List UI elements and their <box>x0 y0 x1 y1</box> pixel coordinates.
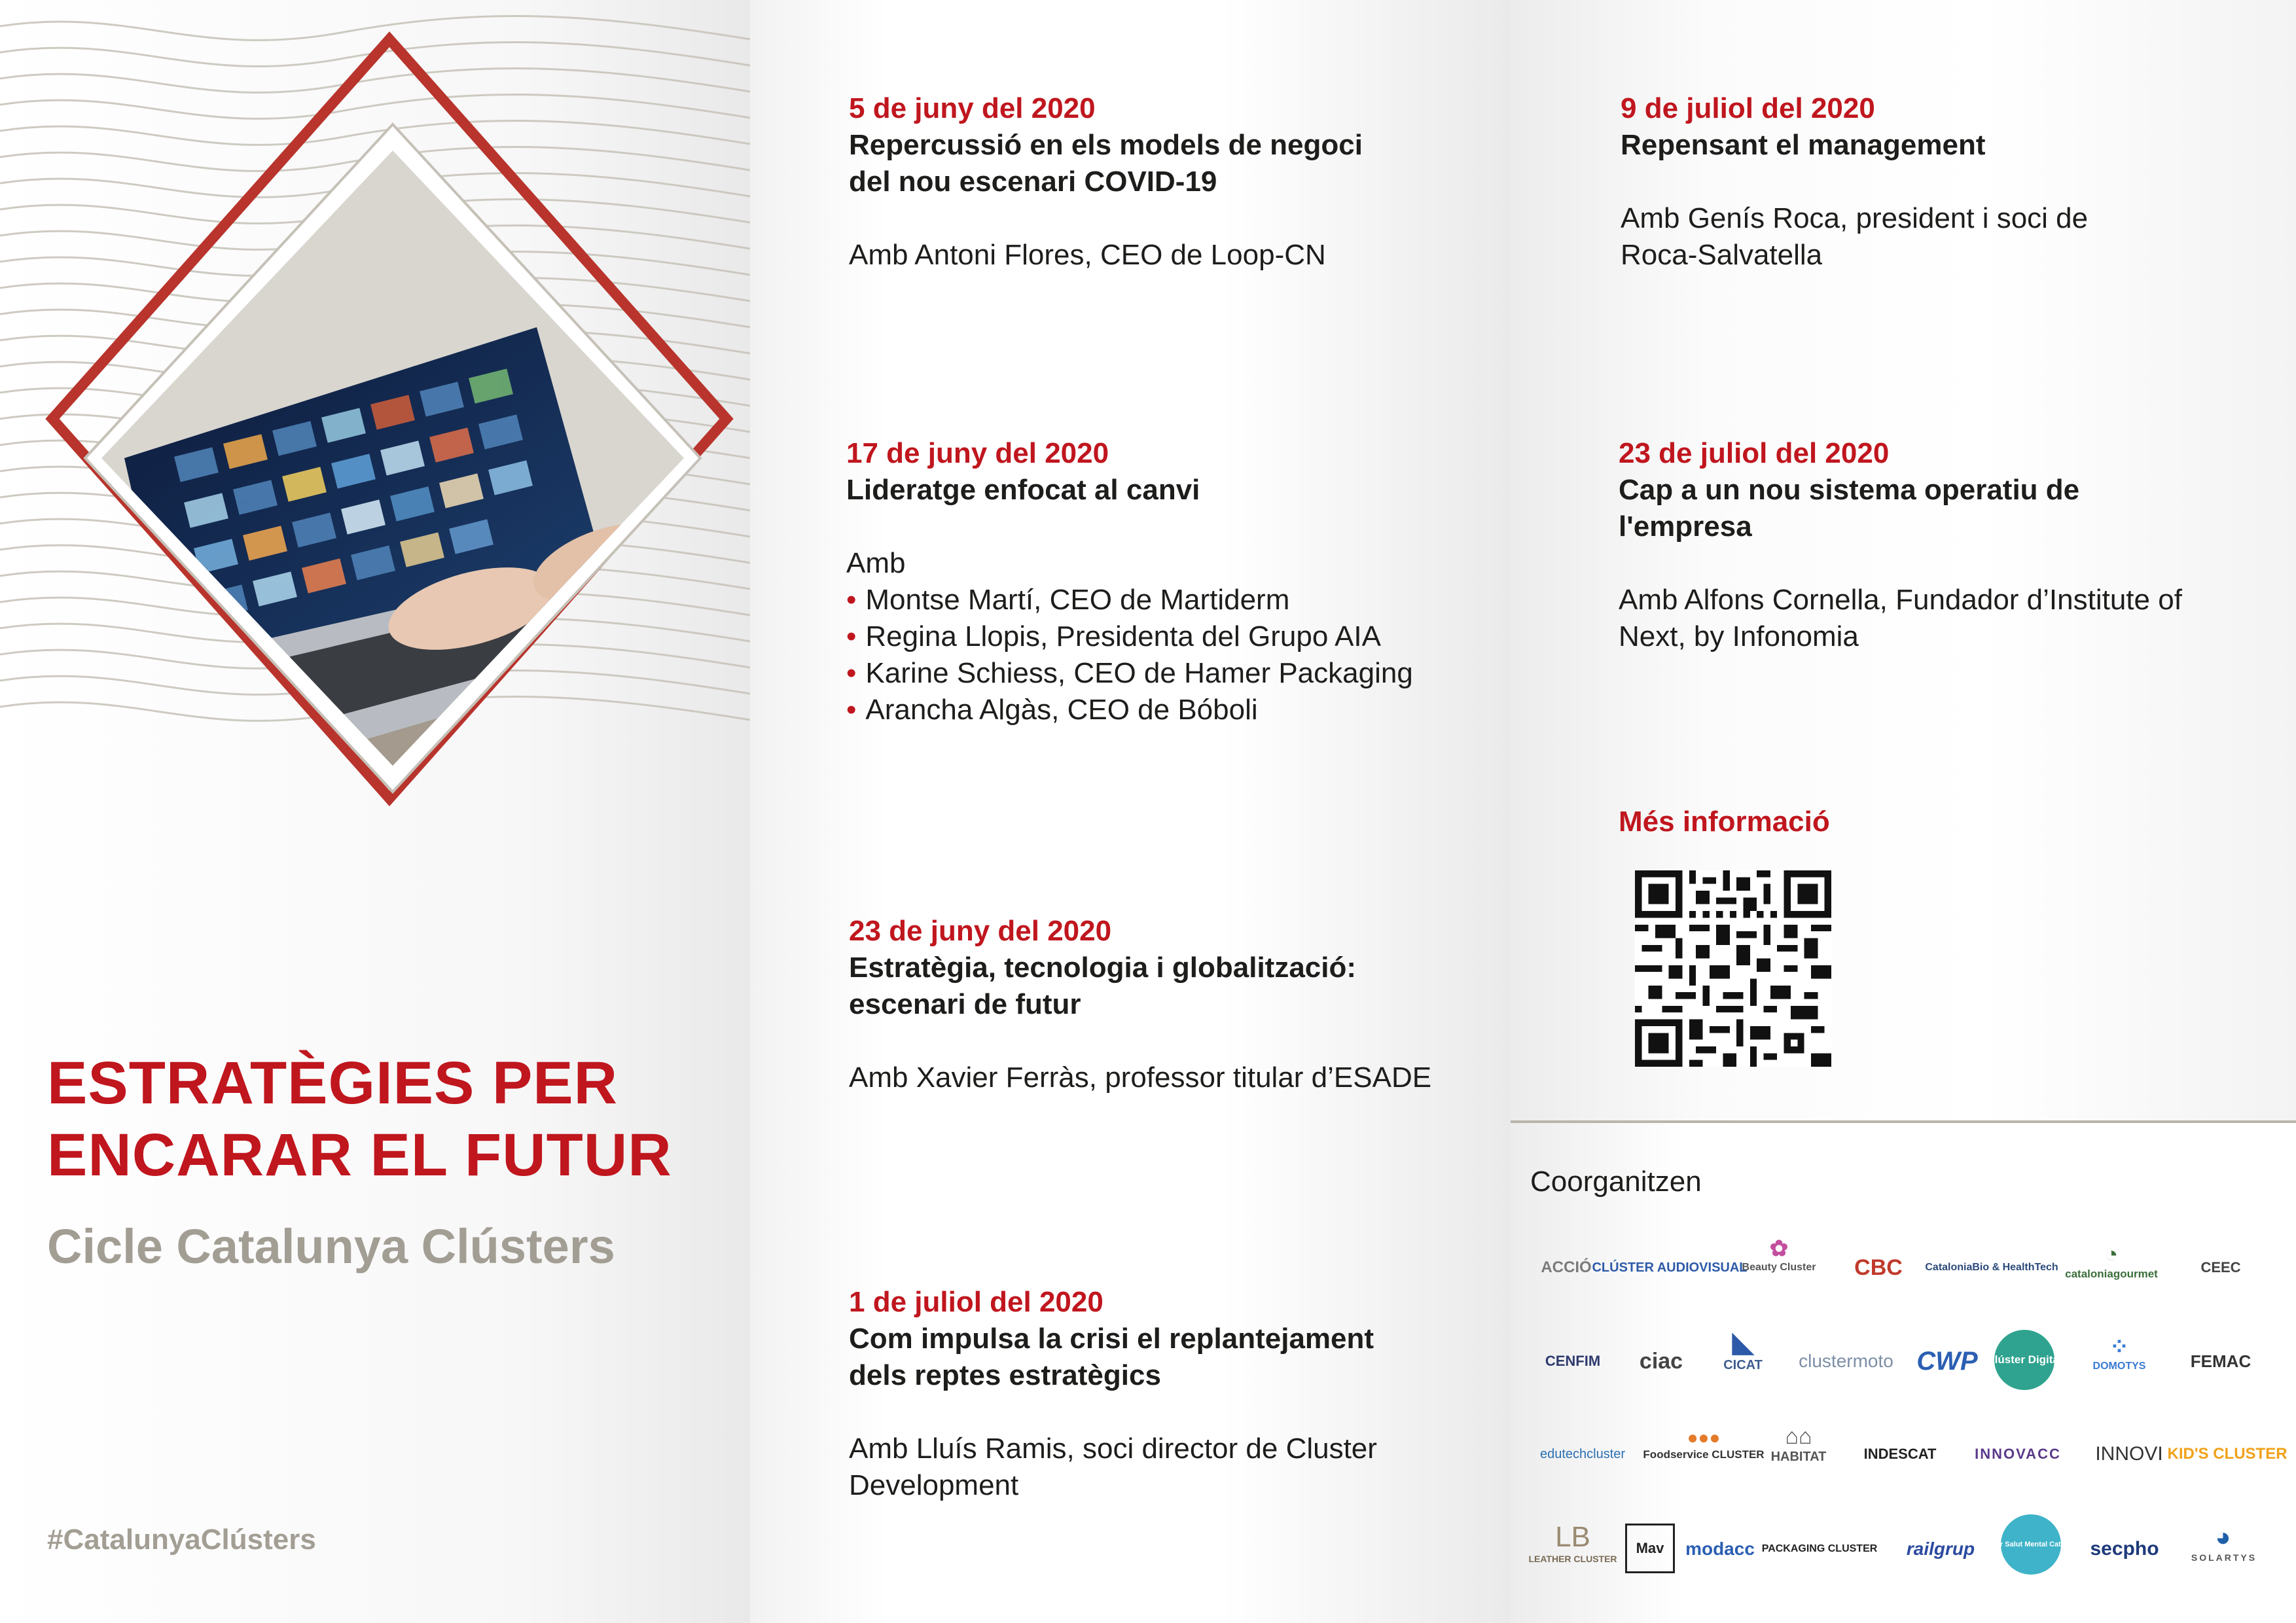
list-item <box>846 582 1413 618</box>
logo-text: CEEC <box>2200 1259 2241 1275</box>
chef-hat-icon: ◔ <box>2104 1241 2119 1267</box>
logo-text: CWP <box>1916 1346 1978 1376</box>
event-4 <box>849 1284 1377 1504</box>
logo-cwp[interactable] <box>1911 1334 1983 1389</box>
logo-ceec[interactable] <box>2178 1240 2263 1295</box>
logo-text: CICAT <box>1723 1358 1763 1372</box>
event-2 <box>846 435 1413 728</box>
event-title-line: dels reptes estratègics <box>849 1359 1161 1391</box>
event-date: 23 de juny del 2020 <box>849 915 1112 947</box>
bullet-icon: • <box>846 694 857 726</box>
event-date: 1 de juliol del 2020 <box>849 1286 1103 1318</box>
event-6 <box>1619 435 2182 655</box>
logo-cluster-audiovisual[interactable] <box>1592 1240 1748 1295</box>
logo-text: modacc <box>1685 1539 1755 1559</box>
speaker-name: Karine Schiess, CEO de Hamer Packaging <box>865 657 1413 689</box>
logo-text: INNOVI <box>2095 1443 2163 1465</box>
speaker-list <box>846 582 1413 728</box>
speaker-name: Arancha Algàs, CEO de Bóboli <box>865 694 1258 726</box>
event-1 <box>849 90 1363 274</box>
logo-secpho[interactable] <box>2079 1522 2170 1577</box>
event-3 <box>849 913 1431 1096</box>
cover-panel <box>0 0 750 1623</box>
list-item <box>846 692 1413 728</box>
bullet-icon: • <box>846 620 857 652</box>
logo-indescat[interactable] <box>1851 1427 1949 1482</box>
logo-mav[interactable] <box>1625 1524 1675 1573</box>
food-dots-icon: ●●● <box>1687 1427 1721 1448</box>
bullet-icon: • <box>846 584 857 616</box>
events-panel-middle <box>750 0 1511 1623</box>
event-title-line: del nou escenari COVID-19 <box>849 166 1217 198</box>
cover-title-line-2: ENCARAR EL FUTUR <box>47 1122 672 1188</box>
list-item <box>846 618 1413 655</box>
logo-text: cataloniagourmet <box>2065 1267 2158 1280</box>
event-title-line: escenari de futur <box>849 988 1081 1020</box>
more-info-label: Més informació <box>1619 806 1830 838</box>
logo-text: INNOVACC <box>1975 1446 2061 1462</box>
logo-cbc[interactable] <box>1846 1240 1911 1295</box>
event-speaker: Next, by Infonomia <box>1619 620 1859 652</box>
logo-text: Clúster Digital <box>1994 1330 2054 1390</box>
flower-icon: ✿ <box>1769 1236 1789 1261</box>
hashtag: #CatalunyaClústers <box>47 1524 316 1556</box>
logo-cataloniabio[interactable] <box>1925 1240 2058 1295</box>
logo-leather-cluster[interactable] <box>1530 1515 1615 1570</box>
cover-subtitle: Cicle Catalunya Clústers <box>47 1219 615 1274</box>
event-speaker: Amb Lluís Ramis, soci director de Cluster <box>849 1433 1377 1465</box>
speaker-name: Montse Martí, CEO de Martiderm <box>865 584 1290 616</box>
logo-text: KID'S CLUSTER <box>2167 1445 2287 1463</box>
logo-text: Beauty Cluster <box>1742 1262 1816 1273</box>
event-speaker: Roca-Salvatella <box>1621 239 1823 271</box>
logo-cicat[interactable] <box>1707 1322 1779 1377</box>
logo-text: clustermoto <box>1799 1351 1893 1371</box>
logo-text: Mav <box>1636 1540 1664 1556</box>
divider <box>1511 1120 2296 1123</box>
event-title-line: Com impulsa la crisi el replantejament <box>849 1323 1374 1355</box>
cover-title <box>47 1047 672 1191</box>
event-speaker-intro: Amb <box>846 547 906 579</box>
events-panel-right <box>1511 0 2296 1623</box>
event-title-line: Lideratge enfocat al canvi <box>846 474 1200 506</box>
event-date: 23 de juliol del 2020 <box>1619 437 1890 469</box>
logo-cataloniagourmet[interactable] <box>2059 1234 2164 1289</box>
event-date: 17 de juny del 2020 <box>846 437 1109 469</box>
logo-innovi[interactable] <box>2083 1427 2175 1482</box>
logo-text: FEMAC <box>2190 1351 2251 1371</box>
event-title-line: Repensant el management <box>1621 129 1986 161</box>
event-speaker: Amb Antoni Flores, CEO de Loop-CN <box>849 239 1326 271</box>
logo-text: secpho <box>2090 1538 2159 1560</box>
logo-edutechcluster[interactable] <box>1530 1427 1635 1482</box>
logo-ciac[interactable] <box>1622 1334 1700 1389</box>
logo-text: PACKAGING CLUSTER <box>1761 1543 1878 1554</box>
logo-habitat[interactable] <box>1759 1417 1838 1472</box>
event-speaker: Amb Alfons Cornella, Fundador d’Institute of <box>1619 584 2182 616</box>
logo-modacc[interactable] <box>1681 1522 1759 1577</box>
cover-title-line-1: ESTRATÈGIES PER <box>47 1050 619 1116</box>
logo-text: Foodservice CLUSTER <box>1643 1448 1765 1461</box>
qr-code-icon[interactable] <box>1635 870 1831 1067</box>
logo-text: LEATHER CLUSTER <box>1528 1554 1617 1564</box>
logo-text: HABITAT <box>1770 1450 1827 1464</box>
event-speaker: Development <box>849 1469 1019 1501</box>
logo-text: CENFIM <box>1545 1353 1601 1369</box>
logo-text: edutechcluster <box>1539 1446 1626 1461</box>
speaker-name: Regina Llopis, Presidenta del Grupo AIA <box>865 620 1382 652</box>
logo-text: INDESCAT <box>1863 1446 1937 1462</box>
logo-clustermoto[interactable] <box>1785 1334 1907 1389</box>
lb-monogram-icon: LB <box>1555 1521 1590 1553</box>
event-speaker: Amb Xavier Ferràs, professor titular d’ESADE <box>849 1061 1432 1094</box>
logo-innovacc[interactable] <box>1962 1427 2073 1482</box>
logo-text: CBC <box>1854 1255 1903 1280</box>
event-title-line: Estratègia, tecnologia i globalització: <box>849 952 1357 984</box>
coorganizers-label: Coorganitzen <box>1530 1166 1702 1198</box>
logo-cluster-salut-mental[interactable] <box>1978 1512 2084 1577</box>
logo-packaging-cluster[interactable] <box>1761 1522 1878 1577</box>
logo-text: railgrup <box>1906 1539 1975 1559</box>
logo-text: CataloniaBio & HealthTech <box>1925 1262 2058 1273</box>
event-5 <box>1621 90 2088 274</box>
logo-text: Clúster Salut Mental Catalunya <box>2001 1514 2061 1575</box>
event-title-line: Repercussió en els models de negoci <box>849 129 1363 161</box>
event-date: 9 de juliol del 2020 <box>1621 92 1875 124</box>
sun-icon: ◕ <box>2215 1522 2233 1552</box>
list-item <box>846 655 1413 692</box>
bullet-icon: • <box>846 657 857 689</box>
logo-text: ciac <box>1639 1348 1683 1374</box>
logo-cluster-digital[interactable] <box>1988 1327 2060 1393</box>
event-title-line: Cap a un nou sistema operatiu de <box>1619 474 2080 506</box>
logo-railgrup[interactable] <box>1898 1522 1983 1577</box>
dots-icon: ⁘ <box>2109 1333 2130 1360</box>
logo-text: DOMOTYS <box>2092 1361 2146 1372</box>
sail-icon: ◣ <box>1732 1327 1754 1357</box>
event-speaker: Amb Genís Roca, president i soci de <box>1621 202 2089 234</box>
house-icon: ⌂⌂ <box>1785 1424 1812 1449</box>
logo-text: SOLARTYS <box>2191 1552 2257 1563</box>
logo-femac[interactable] <box>2172 1334 2270 1389</box>
logo-foodservice[interactable] <box>1643 1417 1765 1472</box>
logo-text: ACCIÓ <box>1541 1258 1592 1276</box>
logo-text: CLÚSTER AUDIOVISUAL <box>1592 1260 1748 1275</box>
logo-beauty-cluster[interactable] <box>1736 1227 1821 1282</box>
logo-domotys[interactable] <box>2080 1325 2159 1380</box>
logo-kids-cluster[interactable] <box>2167 1427 2287 1482</box>
logo-solartys[interactable] <box>2185 1515 2263 1570</box>
laptop-video-grid-image <box>0 0 750 916</box>
event-date: 5 de juny del 2020 <box>849 92 1096 124</box>
logo-cenfim[interactable] <box>1530 1334 1615 1389</box>
event-title-line: l'empresa <box>1619 510 1752 543</box>
